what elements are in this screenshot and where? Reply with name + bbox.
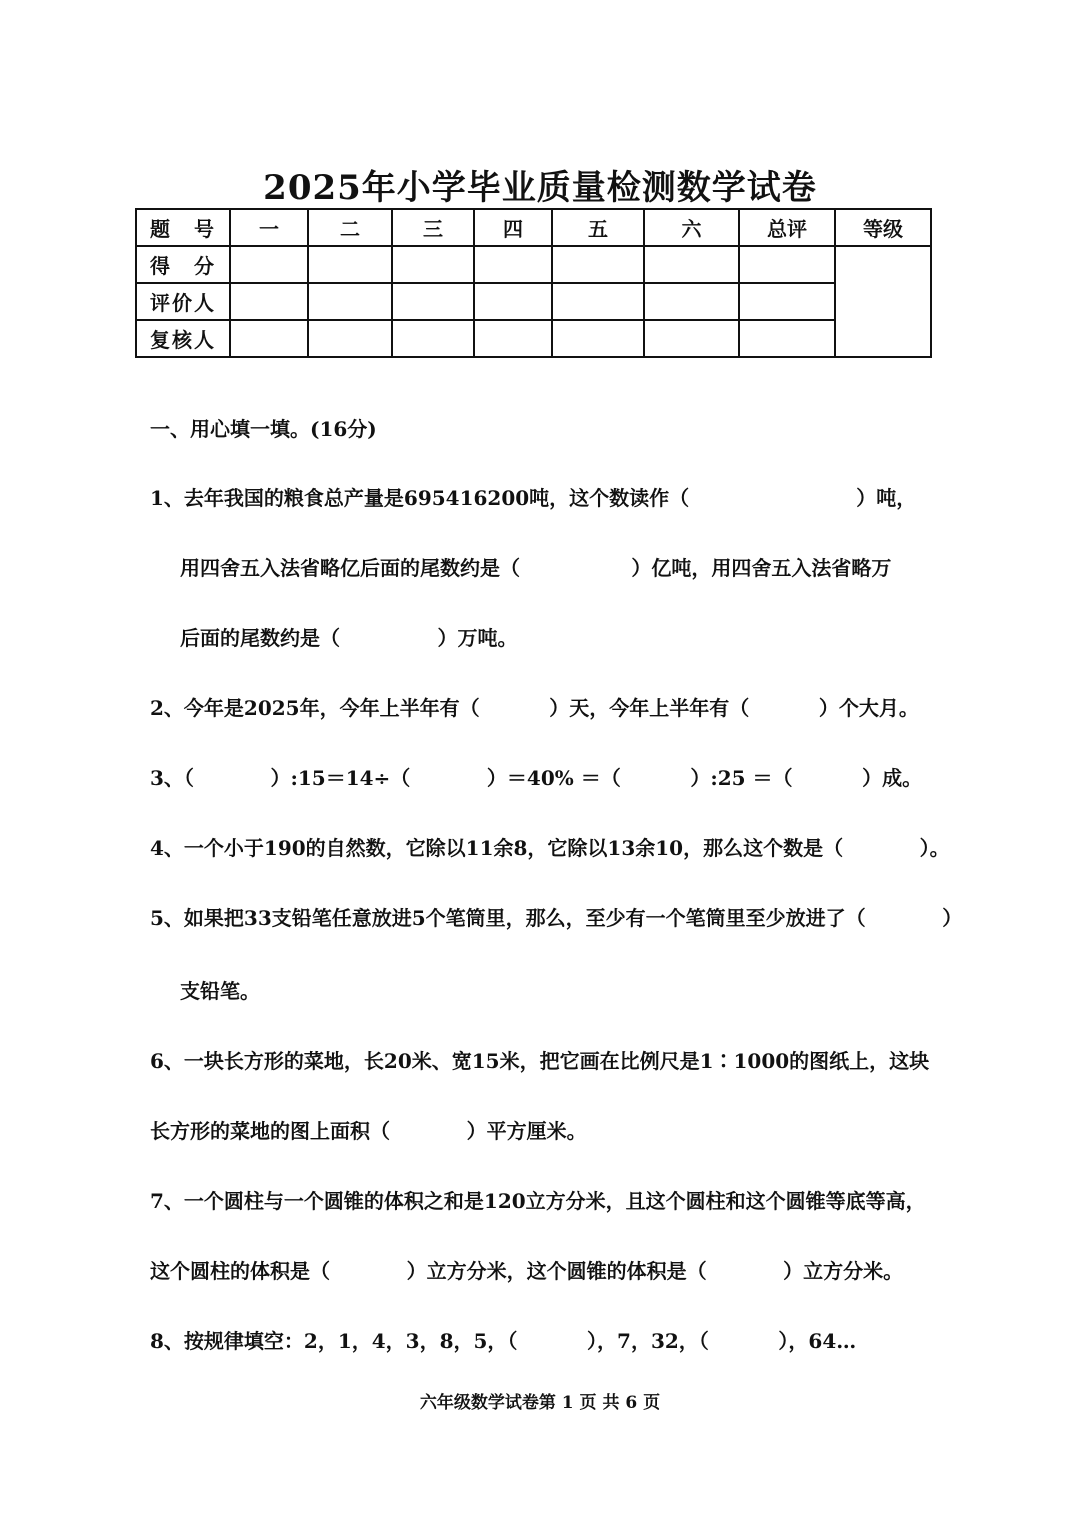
score-cell xyxy=(230,283,308,320)
score-cell xyxy=(230,320,308,357)
header-part-1: 一 xyxy=(230,209,308,246)
header-part-2: 二 xyxy=(308,209,392,246)
header-grade: 等级 xyxy=(835,209,931,246)
score-cell xyxy=(308,283,392,320)
score-cell xyxy=(739,246,835,283)
score-cell xyxy=(474,320,552,357)
row-label-reviewer: 复核人 xyxy=(136,320,230,357)
score-cell xyxy=(552,246,644,283)
question-2: 2、今年是2025年，今年上半年有（ ）天，今年上半年有（ ）个大月。 xyxy=(150,696,919,720)
question-8: 8、按规律填空：2，1，4，3，8，5，（ ），7，32，（ ），64… xyxy=(150,1329,857,1353)
score-cell xyxy=(644,246,739,283)
grade-cell xyxy=(835,246,931,357)
question-1-line-1: 1、去年我国的粮食总产量是695416200吨，这个数读作（ ）吨， xyxy=(150,486,917,510)
section-heading: 一、用心填一填。(16分) xyxy=(150,417,377,441)
page-footer: 六年级数学试卷第 1 页 共 6 页 xyxy=(419,1393,661,1413)
row-label-score: 得 分 xyxy=(136,246,230,283)
score-cell xyxy=(474,246,552,283)
question-1-line-2: 用四舍五入法省略亿后面的尾数约是（ ）亿吨，用四舍五入法省略万 xyxy=(180,556,892,580)
score-cell xyxy=(644,283,739,320)
score-cell xyxy=(552,283,644,320)
question-6-line-2: 长方形的菜地的图上面积（ ）平方厘米。 xyxy=(150,1119,587,1143)
question-3: 3、（ ）:15＝14÷（ ）＝40% ＝（ ）:25 ＝（ ）成。 xyxy=(150,766,923,790)
question-6-line-1: 6、一块长方形的菜地，长20米、宽15米，把它画在比例尺是1∶1000的图纸上，这块 xyxy=(150,1049,930,1073)
exam-title: 2025年小学毕业质量检测数学试卷 xyxy=(263,168,817,208)
score-cell xyxy=(739,283,835,320)
header-part-6: 六 xyxy=(644,209,739,246)
score-table-row xyxy=(136,320,931,357)
score-table-header-row xyxy=(136,209,931,246)
header-total: 总评 xyxy=(739,209,835,246)
score-table-row xyxy=(136,283,931,320)
question-7-line-1: 7、一个圆柱与一个圆锥的体积之和是120立方分米，且这个圆柱和这个圆锥等底等高， xyxy=(150,1189,926,1213)
header-part-3: 三 xyxy=(392,209,474,246)
question-5-line-1: 5、如果把33支铅笔任意放进5个笔筒里，那么，至少有一个笔筒里至少放进了（ ） xyxy=(150,906,963,930)
question-7-line-2: 这个圆柱的体积是（ ）立方分米，这个圆锥的体积是（ ）立方分米。 xyxy=(150,1259,904,1283)
score-cell xyxy=(552,320,644,357)
row-label-evaluator: 评价人 xyxy=(136,283,230,320)
score-cell xyxy=(230,246,308,283)
question-5-line-2: 支铅笔。 xyxy=(180,979,260,1003)
score-cell xyxy=(474,283,552,320)
score-cell xyxy=(308,246,392,283)
header-part-5: 五 xyxy=(552,209,644,246)
score-cell xyxy=(392,320,474,357)
score-cell xyxy=(308,320,392,357)
score-cell xyxy=(392,246,474,283)
score-table-row xyxy=(136,246,931,283)
header-part-4: 四 xyxy=(474,209,552,246)
score-cell xyxy=(644,320,739,357)
question-4: 4、一个小于190的自然数，它除以11余8，它除以13余10，那么这个数是（ ）。 xyxy=(150,836,950,860)
score-table xyxy=(135,208,932,358)
question-1-line-3: 后面的尾数约是（ ）万吨。 xyxy=(180,626,518,650)
header-question-number: 题 号 xyxy=(136,209,230,246)
score-cell xyxy=(739,320,835,357)
score-cell xyxy=(392,283,474,320)
